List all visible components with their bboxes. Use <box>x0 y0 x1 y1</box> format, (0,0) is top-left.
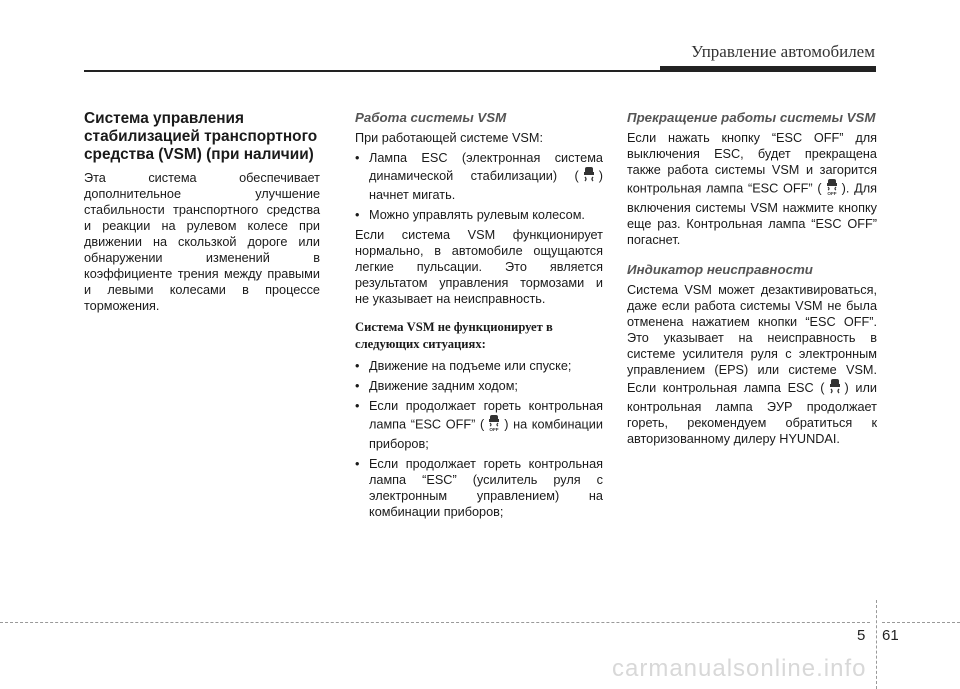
text-line: стабильности транспортного средства <box>84 203 320 217</box>
text-line: дополнительное улучшение <box>84 187 320 201</box>
bullet-item <box>355 358 603 374</box>
bullet-text: Движение задним ходом; <box>369 379 518 393</box>
section-heading: Система управления стабилизацией транспортного средства (VSM) (при наличии) <box>84 110 318 163</box>
paragraph-text: Если нажать кнопку “ESC OFF” для выключения ESC, будет прекращена также работа системы VSM и загорится контрольная лампа “ESC OFF” ( <box>627 131 877 196</box>
deactivation-paragraph <box>627 130 877 248</box>
column-1 <box>84 110 320 314</box>
bullet-text: ) начнет мигать. <box>369 168 603 202</box>
paragraph-text: ). Для включения системы VSM нажмите кнопку еще раз. Контрольная лампа “ESC OFF” погаснет. <box>627 181 877 247</box>
text-line: коэффициенте трения между правыми <box>84 267 320 281</box>
bullet-item <box>355 398 603 452</box>
column-2 <box>355 110 603 524</box>
bullet-dot: • <box>355 151 360 165</box>
bullet-dot: • <box>355 399 360 413</box>
bullet-text: Можно управлять рулевым колесом. <box>369 208 585 222</box>
bullet-text: Если продолжает гореть контрольная лампа “ESC OFF” ( <box>369 399 603 432</box>
esc-off-icon <box>487 414 501 436</box>
icon-off-label: OFF <box>827 191 837 196</box>
bullet-text: Лампа ESC (электронная система динамической стабилизации) ( <box>369 151 603 183</box>
footer-rule <box>0 622 870 623</box>
bullet-item <box>355 378 603 394</box>
footer-rule <box>882 622 960 623</box>
subheading-malfunction-indicator: Индикатор неисправности <box>627 262 813 277</box>
bullet-text: ) на комбинации приборов; <box>369 417 603 451</box>
text-line: движении на скользкой дороге или <box>84 235 320 249</box>
bullet-dot: • <box>355 379 360 393</box>
bullet-dot: • <box>355 457 360 471</box>
text-line: и левыми колесами в процессе <box>84 283 320 297</box>
bullet-dot: • <box>355 359 360 373</box>
watermark: carmanualsonline.info <box>612 655 867 682</box>
header-rule-accent <box>660 66 876 71</box>
bullet-item <box>355 150 603 203</box>
section-number: 5 <box>857 627 866 644</box>
header-title: Управление автомобилем <box>691 42 875 61</box>
subheading-vsm-deactivation: Прекращение работы системы VSM <box>627 110 876 125</box>
text-line: Если система VSM функционирует <box>355 228 603 242</box>
esc-icon <box>828 378 842 399</box>
paragraph-text: ) или контрольная лампа ЭУР продолжает гореть, рекомендуем обратиться к авторизованному дилеру HYUNDAI. <box>627 380 878 446</box>
intro-line: При работающей системе VSM: <box>355 131 543 145</box>
bullet-item <box>355 456 603 520</box>
text-line: не указывает на неисправность. <box>355 292 546 306</box>
text-line: легкие пульсации. Это является <box>355 260 603 274</box>
icon-off-label: OFF <box>489 427 499 432</box>
text-line: обнаружении изменений в <box>84 251 320 265</box>
bullet-dot: • <box>355 208 360 222</box>
esc-icon <box>582 166 596 187</box>
column-3 <box>627 110 877 447</box>
bullet-item <box>355 207 603 223</box>
esc-off-icon <box>825 178 839 200</box>
text-line: и реакции на рулевом колесе при <box>84 219 320 233</box>
subheading-vsm-not-working: Система VSM не функционирует в следующих ситуациях: <box>355 320 553 351</box>
bullet-text: Если продолжает гореть контрольная лампа “ESC” (усилитель руля с электронным управлением) на комбинации приборов; <box>369 457 603 519</box>
footer-divider <box>876 600 877 689</box>
text-line: торможения. <box>84 299 160 313</box>
text-line: результатом управления тормозами и <box>355 276 603 290</box>
paragraph-text: Система VSM может дезактивироваться, даже если работа системы VSM не была отменена нажатием кнопки “ESC OFF”. Это указывает на неисправность в системе усилителя руля с электронным управлением (EPS) или системе VSM. Если контрольная лампа ESC ( <box>627 283 877 395</box>
bullet-text: Движение на подъеме или спуске; <box>369 359 572 373</box>
malfunction-paragraph <box>627 282 877 447</box>
text-line: Эта система обеспечивает <box>84 171 320 185</box>
intro-paragraph <box>84 170 320 314</box>
page-number: 61 <box>882 627 899 644</box>
text-line: нормально, в автомобиле ощущаются <box>355 244 603 258</box>
subheading-vsm-operation: Работа системы VSM <box>355 110 507 125</box>
vsm-paragraph <box>355 227 603 307</box>
